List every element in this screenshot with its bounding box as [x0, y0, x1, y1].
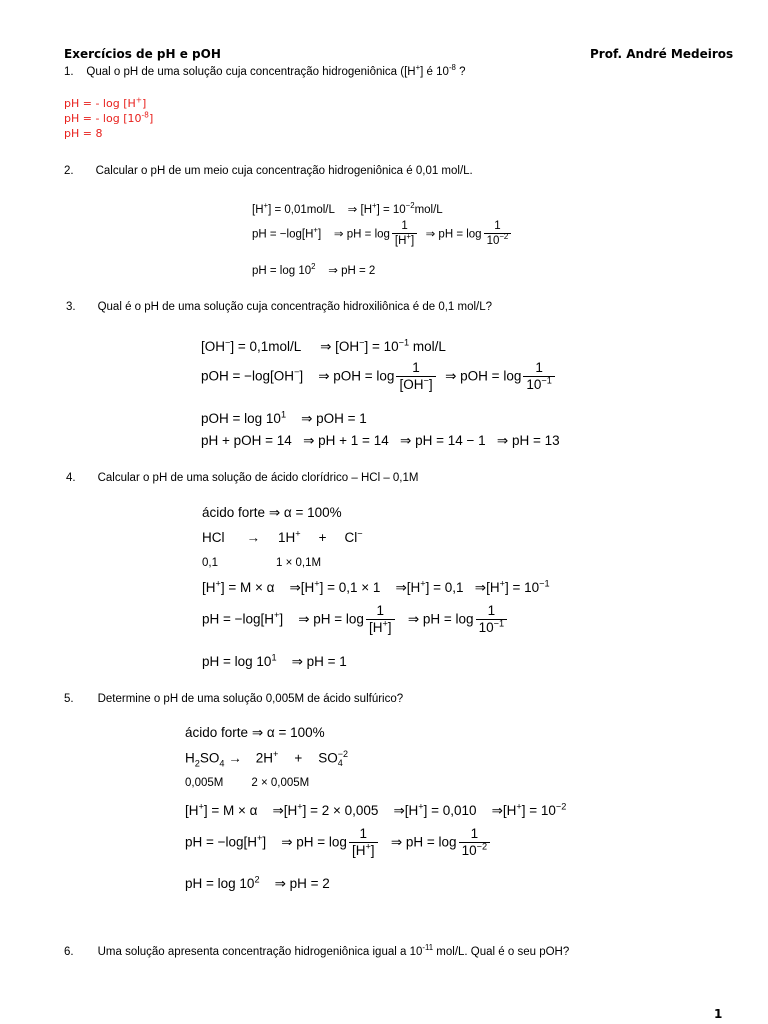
question-3: 3. Qual é o pH de uma solução cuja concentração hidroxiliônica é de 0,1 mol/L? — [66, 301, 493, 313]
q5-solution-line-5: pH = −log[H+] ⇒ pH = log $\frac{1}{[H^+]}$ ⇒ pH = log $\frac{1}{10^{-2}}$ — [185, 826, 492, 859]
question-2: 2. Calcular o pH de um meio cuja concentração hidrogeniônica é 0,01 mol/L. — [64, 165, 473, 177]
q4-solution-line-3: 0,1 1 × 0,1M — [202, 557, 322, 569]
q3-solution-line-4: pH + pOH = 14 ⇒ pH + 1 = 14 ⇒ pH = 14 − 1 ⇒ pH = 13 — [201, 433, 560, 448]
question-number: 1. — [64, 66, 74, 78]
q2-solution-line-1: [H+] = 0,01mol/L ⇒ $[H^+] = 10^{-2}mol/L$ — [252, 201, 443, 216]
q5-solution-line-4: [H+] = M × α ⇒[H+] = 2 × 0,005 ⇒[H+] = 0,010 ⇒[H+] = $10^{-2}$ — [185, 801, 567, 818]
author-name: Prof. André Medeiros — [590, 47, 734, 61]
q5-solution-line-3: 0,005M 2 × 0,005M — [185, 777, 310, 789]
q2-solution-line-3: pH = $\log 10^2$ ⇒ pH = 2 — [252, 262, 376, 277]
q4-solution-line-2: HCl → 1H+ + Cl− — [202, 528, 363, 545]
question-1: 1. Qual o pH de uma solução cuja concentração hidrogeniônica ([H+] é $10^{-8}$ ? — [64, 63, 466, 78]
q4-solution-line-1: ácido forte ⇒ α = 100% — [202, 505, 342, 520]
q3-solution-line-1: [OH−] = 0,1mol/L ⇒ $[OH^-] = 10^{-1}$ mol/L — [201, 337, 446, 354]
question-5: 5. Determine o pH de uma solução 0,005M de ácido sulfúrico? — [64, 693, 404, 705]
q4-solution-line-5: pH = −log[H+] ⇒ pH = log $\frac{1}{[H^+]}$ ⇒ pH = log $\frac{1}{10^{-1}}$ — [202, 603, 509, 636]
q3-solution-line-2: pOH = −log[OH−] ⇒ pOH = log $\frac{1}{[OH^-]}$ ⇒ pOH = log $\frac{1}{10^{-1}}$ — [201, 360, 557, 393]
q5-solution-line-1: ácido forte ⇒ α = 100% — [185, 725, 325, 740]
answer-1: pH = - log [H+] pH = - $\log [10^{-8}]$ pH = 8 — [64, 95, 154, 140]
q3-solution-line-3: pOH = $\log 10^1$ ⇒ pOH = 1 — [201, 409, 367, 426]
question-4: 4. Calcular o pH de uma solução de ácido clorídrico – HCl – 0,1M — [66, 472, 419, 484]
question-6: 6. Uma solução apresenta concentração hidrogeniônica igual a $10^{-11}$ mol/L. Qual é o seu pOH? — [64, 943, 570, 958]
page-number: 1 — [714, 1007, 723, 1021]
q5-solution-line-6: pH = $\log 10^2$ ⇒ pH = 2 — [185, 874, 330, 891]
q5-solution-line-2: $H_2SO_4 \to 2H^+$ + SO −2 4 — [185, 749, 349, 769]
q4-solution-line-6: pH = $\log 10^1$ ⇒ pH = 1 — [202, 652, 347, 669]
q4-solution-line-4: [H+] = M × α ⇒[H+] = 0,1 × 1 ⇒[H+] = 0,1 ⇒[H+] = $10^{-1}$ — [202, 578, 550, 595]
document-title: Exercícios de pH e pOH — [64, 47, 221, 61]
q2-solution-line-2: pH = −log[H+] ⇒ pH = log $\frac{1}{[H^+]}$ ⇒ pH = log $\frac{1}{10^{-2}}$ — [252, 220, 513, 249]
